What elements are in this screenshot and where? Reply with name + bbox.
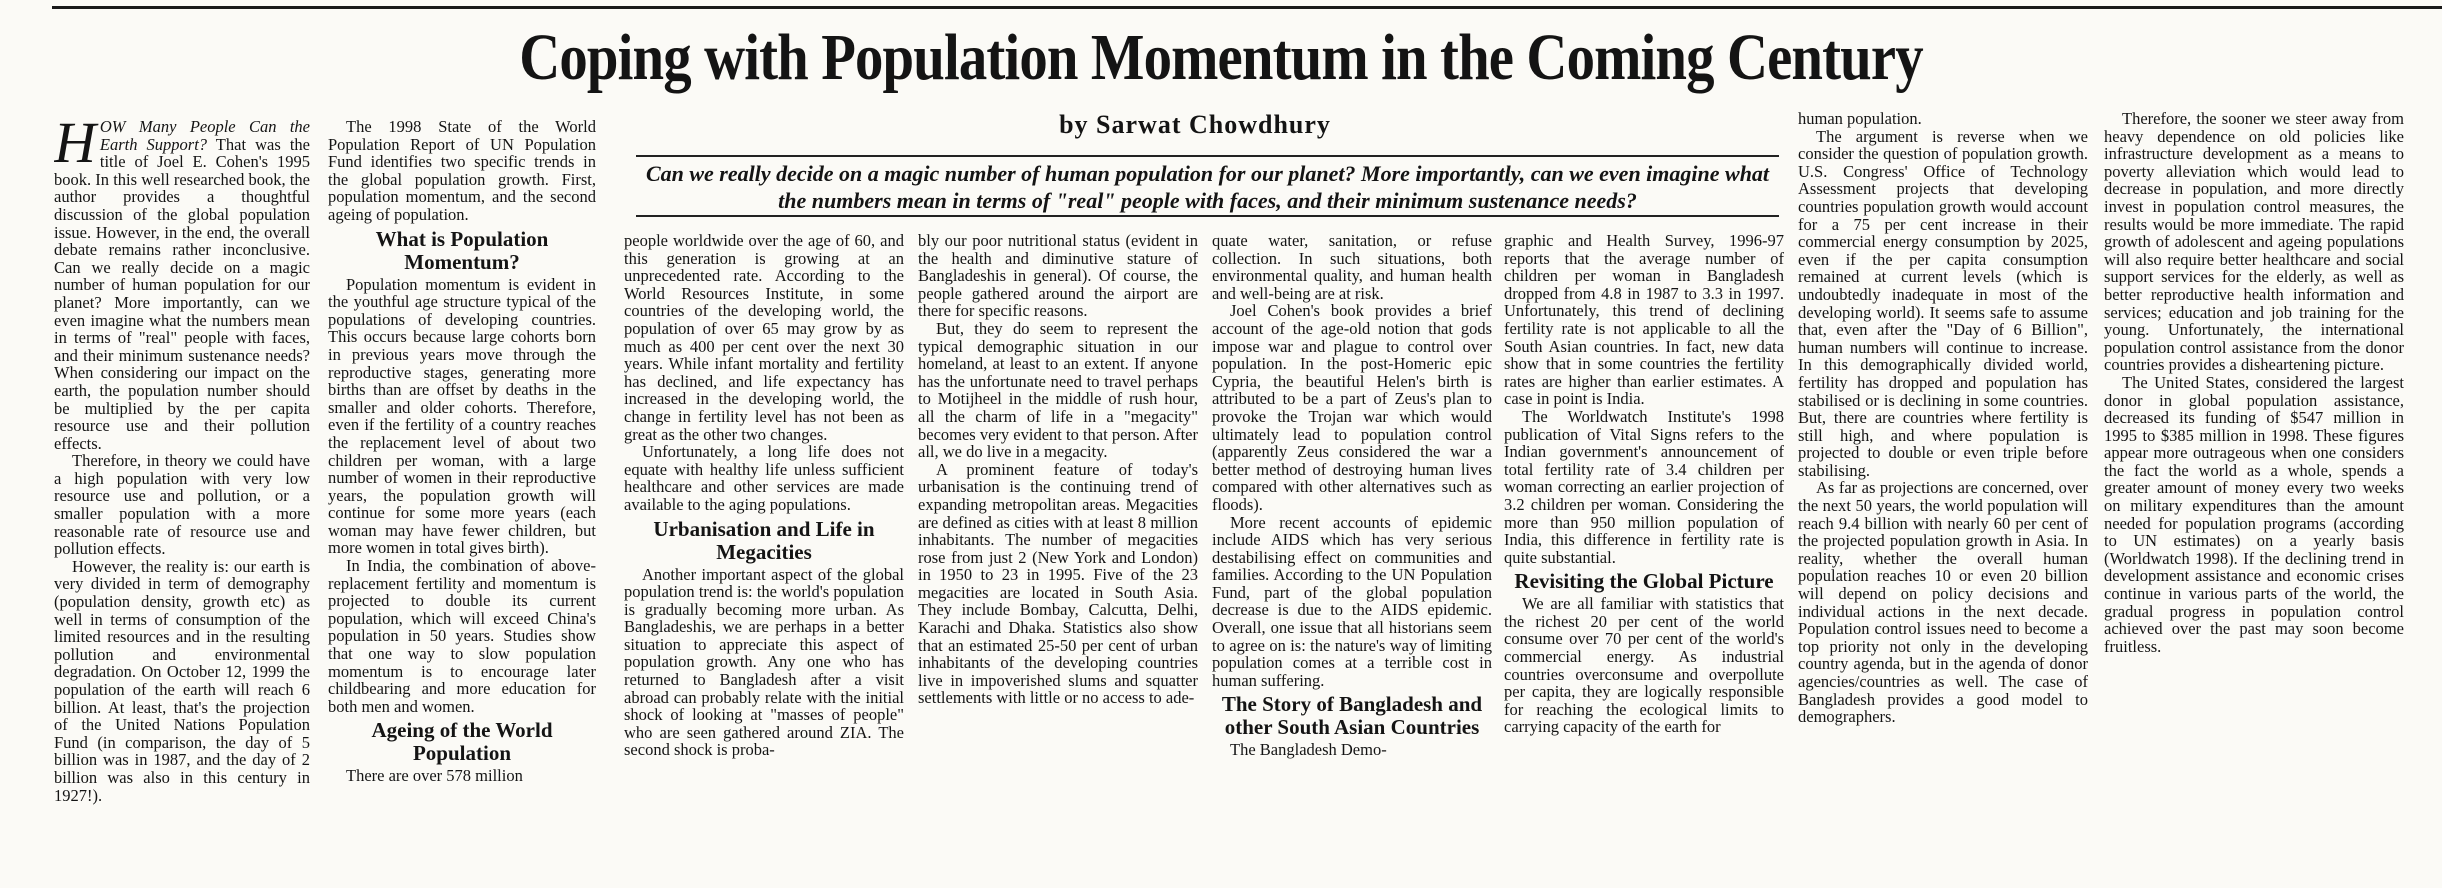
paragraph: Joel Cohen's book provides a brief account of the age-old notion that gods impose war and plague to control over population. In the post-Homeric epic Cypria, the beautiful Helen's birth is attributed to be a part of Zeus's plan to provoke the Trojan war which would ultimately lead to population control (apparently Zeus considered the war a better method of destroying human lives compared with other alternatives such as floods).: [1212, 301, 1492, 514]
paragraph: human population.: [1798, 110, 1922, 128]
paragraph: The 1998 State of the World Population Report of UN Population Fund identifies two specific trends in the global population growth. First, population momentum, and the second ageing of population.: [328, 118, 596, 224]
paragraph: Therefore, in theory we could have a high population with very low resource use and pollution, or a smaller population with a more reasonable rate of resource use and pollution effects.: [54, 451, 310, 559]
paragraph: We are all familiar with statistics that the richest 20 per cent of the world consume over 70 per cent of the world's commercial energy. As industrial countries overconsume and overpollute per capita, they are logically responsible for reaching the ecological limits to carrying capacity of the earth for: [1504, 594, 1784, 737]
paragraph: The Worldwatch Institute's 1998 publication of Vital Signs refers to the Indian government's announcement of total fertility rate of 3.4 children per woman correcting an earlier projection of 3.2 children per woman. Considering the more than 950 million population of India, this difference in fertility rate is quite substantial.: [1504, 406, 1784, 567]
subhead-global-picture: Revisiting the Global Picture: [1514, 569, 1774, 594]
paragraph: quate water, sanitation, or refuse collection. In such situations, both environmental quality, and human health and well-being are at risk.: [1212, 232, 1492, 303]
paragraph: bly our poor nutritional status (evident in the health and diminutive stature of Bangladeshis in general). Of course, the people gathered around the airport are there for specific reasons.: [918, 232, 1198, 321]
paragraph: The Bangladesh Demo-: [1230, 740, 1387, 760]
subhead-population-momentum: What is Population Momentum?: [375, 226, 549, 274]
paragraph: More recent accounts of epidemic include AIDS which has very serious destabilising effect on communities and families. According to the UN Population Fund, part of the global population decrease is due to the AIDS epidemic. Overall, one issue that all historians seem to agree on is: the nature's way of limiting population comes at a terrible cost in human suffering.: [1212, 512, 1492, 690]
column-8: [2104, 110, 2404, 882]
paragraph: graphic and Health Survey, 1996-97 reports that the average number of children per woman in Bangladesh dropped from 4.8 in 1987 to 3.3 in 1997. Unfortunately, this trend of declining fertility rate is not applicable to all the South Asian countries. In fact, new data show that in some countries the fertility rates are higher than earlier estimates. A case in point is India.: [1504, 232, 1784, 409]
drop-cap: H: [54, 118, 96, 175]
top-rule: [52, 6, 2442, 9]
column-2: [328, 118, 596, 883]
paragraph: But, they do seem to represent the typical demographic situation in our homeland, at least to an extent. If anyone has the unfortunate need to travel perhaps to Motijheel in the middle of rush hour, all the charm of life in a "megacity" becomes very evident to that person. After all, we do live in a megacity.: [918, 318, 1198, 462]
lead-text: That was the title of Joel E. Cohen's 1995 book. In this well researched book, the author provides a thoughtful discussion of the global population issue. However, in the end, the overall debate remains rather inconclusive. Can we really decide on a magic number of human population for our planet? More importantly, can we even imagine what the numbers mean in terms of "real" people with faces, and their minimum sustenance needs? When considering our impact on the earth, the population number should be multiplied by the per capita resource use and their pollution effects.: [54, 134, 310, 453]
paragraph: Unfortunately, a long life does not equate with healthy life unless sufficient healthcare and other services are made available to the aging populations.: [624, 442, 904, 514]
subhead-urbanisation: Urbanisation and Life in Megacities: [653, 516, 875, 564]
paragraph: There are over 578 million: [346, 766, 523, 786]
paragraph: Another important aspect of the global population trend is: the world's population is gradually becoming more urban. As Bangladeshis, we are perhaps in a better situation to appreciate this aspect of population growth. Any one who has returned to Bangladesh after a visit abroad can probably relate with the initial shock of looking at "masses of people" who are seen gathered around ZIA. The second shock is proba-: [624, 564, 904, 760]
subhead-ageing-population: Ageing of the World Population: [371, 718, 553, 766]
column-5: [1212, 232, 1492, 882]
paragraph: The argument is reverse when we consider the question of population growth. U.S. Congress' Office of Technology Assessment projects that developing countries population growth would account for a 75 per cent increase in their commercial energy consumption by 2025, even if the per capita consumption remained at current levels (which is undoubtedly inadequate in most of the developing world). It seems safe to assume that, even after the "Day of 6 Billion", human numbers will continue to increase. In this demographically divided world, fertility has dropped and population has stabilised or is declining in some countries. But, there are countries where fertility is still high, and where population is projected to double or even triple before stabilising.: [1798, 126, 2088, 480]
article-title: Coping with Population Momentum in the Coming Century: [519, 21, 1923, 94]
column-4: [918, 232, 1198, 882]
paragraph: As far as projections are concerned, over the next 50 years, the world population will reach 9.4 billion with nearly 60 per cent of the projected population growth in Asia. In reality, whether the overall human population reaches 10 or even 20 billion will depend on policy decisions and individual actions in the next decade. Population control issues need to become a top priority not only in the developing country agenda, but in the agenda of donor agencies/countries as well. The case of Bangladesh provides a good model to demographers.: [1798, 478, 2088, 727]
lead-paragraph: [54, 118, 310, 452]
paragraph: The United States, considered the largest donor in global population assistance, decreased its funding of $547 million in 1995 to $385 million in 1998. These figures appear more outrageous when one considers the fact the world as a whole, spends a greater amount of money every two weeks on military expenditures than the amount needed for population programs (according to UN estimates) on a yearly basis (Worldwatch 1998). If the declining trend in development assistance and economic crises continue in various parts of the world, the gradual progress in population control achieved over the past may soon become fruitless.: [2104, 372, 2404, 656]
column-1: [54, 118, 310, 883]
column-6: [1504, 232, 1784, 882]
paragraph: Population momentum is evident in the youthful age structure typical of the populations of developing countries. This occurs because large cohorts born in previous years move through the reproductive stages, generating more births than are offset by deaths in the smaller and older cohorts. Therefore, even if the fertility of a country reaches the replacement level of about two children per woman, with a large number of women in their reproductive years, the population growth will continue for some more years (each woman may have fewer children, but more women in total gives birth).: [328, 274, 596, 558]
column-7: [1798, 110, 2088, 882]
byline: by Sarwat Chowdhury: [1059, 110, 1331, 139]
subhead-bangladesh-story: The Story of Bangladesh and other South Asian Countries: [1221, 692, 1483, 740]
lead-phrase: OW Many People Can the Earth Support?: [99, 118, 310, 154]
paragraph: Therefore, the sooner we steer away from heavy dependence on old policies like infrastructure development as a means to poverty alleviation which would lead to decrease in population, and more directly invest in population control measures, the results would be more immediate. The rapid growth of adolescent and ageing populations will also require better healthcare and social support services for the elderly, as well as better reproductive health information and services; education and job training for the young. Unfortunately, the international population control assistance from the donor countries provides a disheartening picture.: [2104, 110, 2404, 375]
column-3: [624, 232, 904, 882]
paragraph: A prominent feature of today's urbanisation is the continuing trend of expanding metropolitan areas. Megacities are defined as cities with at least 8 million inhabitants. The number of megacities rose from just 2 (New York and London) in 1950 to 23 in 1995. Five of the 23 megacities are located in South Asia. They include Bombay, Calcutta, Delhi, Karachi and Dhaka. Statistics also show that an estimated 25-50 per cent of urban inhabitants of the developing countries live in impoverished slums and squatter settlements with little or no access to ade-: [918, 459, 1198, 708]
paragraph: people worldwide over the age of 60, and this generation is growing at an unprecedented rate. According to the World Resources Institute, in some countries of the developing world, the population of over 65 may grow by as much as 400 per cent over the next 30 years. While infant mortality and fertility has declined, and life expectancy has increased in the developing world, the change in fertility level has not been as great as the other two changes.: [624, 232, 904, 444]
paragraph: In India, the combination of above-replacement fertility and momentum is projected to double its current population, which will exceed China's population in 50 years. Studies show that one way to slow population momentum is to encourage later childbearing and more education for both men and women.: [328, 556, 596, 716]
paragraph: However, the reality is: our earth is very divided in term of demography (population density, growth etc) as well in terms of consumption of the limited resources and in the resulting pollution and environmental degradation. On October 12, 1999 the population of the earth will reach 6 billion. At least, that's the projection of the United Nations Population Fund (in comparison, the day of 5 billion was in 1987, and the day of 2 billion was also in this century in 1927!).: [54, 556, 310, 805]
deck-pullquote: Can we really decide on a magic number of human population for our planet? More importantly, can we even imagine what the numbers mean in terms of "real" people with faces, and their minimum sustenance needs?: [636, 155, 1779, 217]
